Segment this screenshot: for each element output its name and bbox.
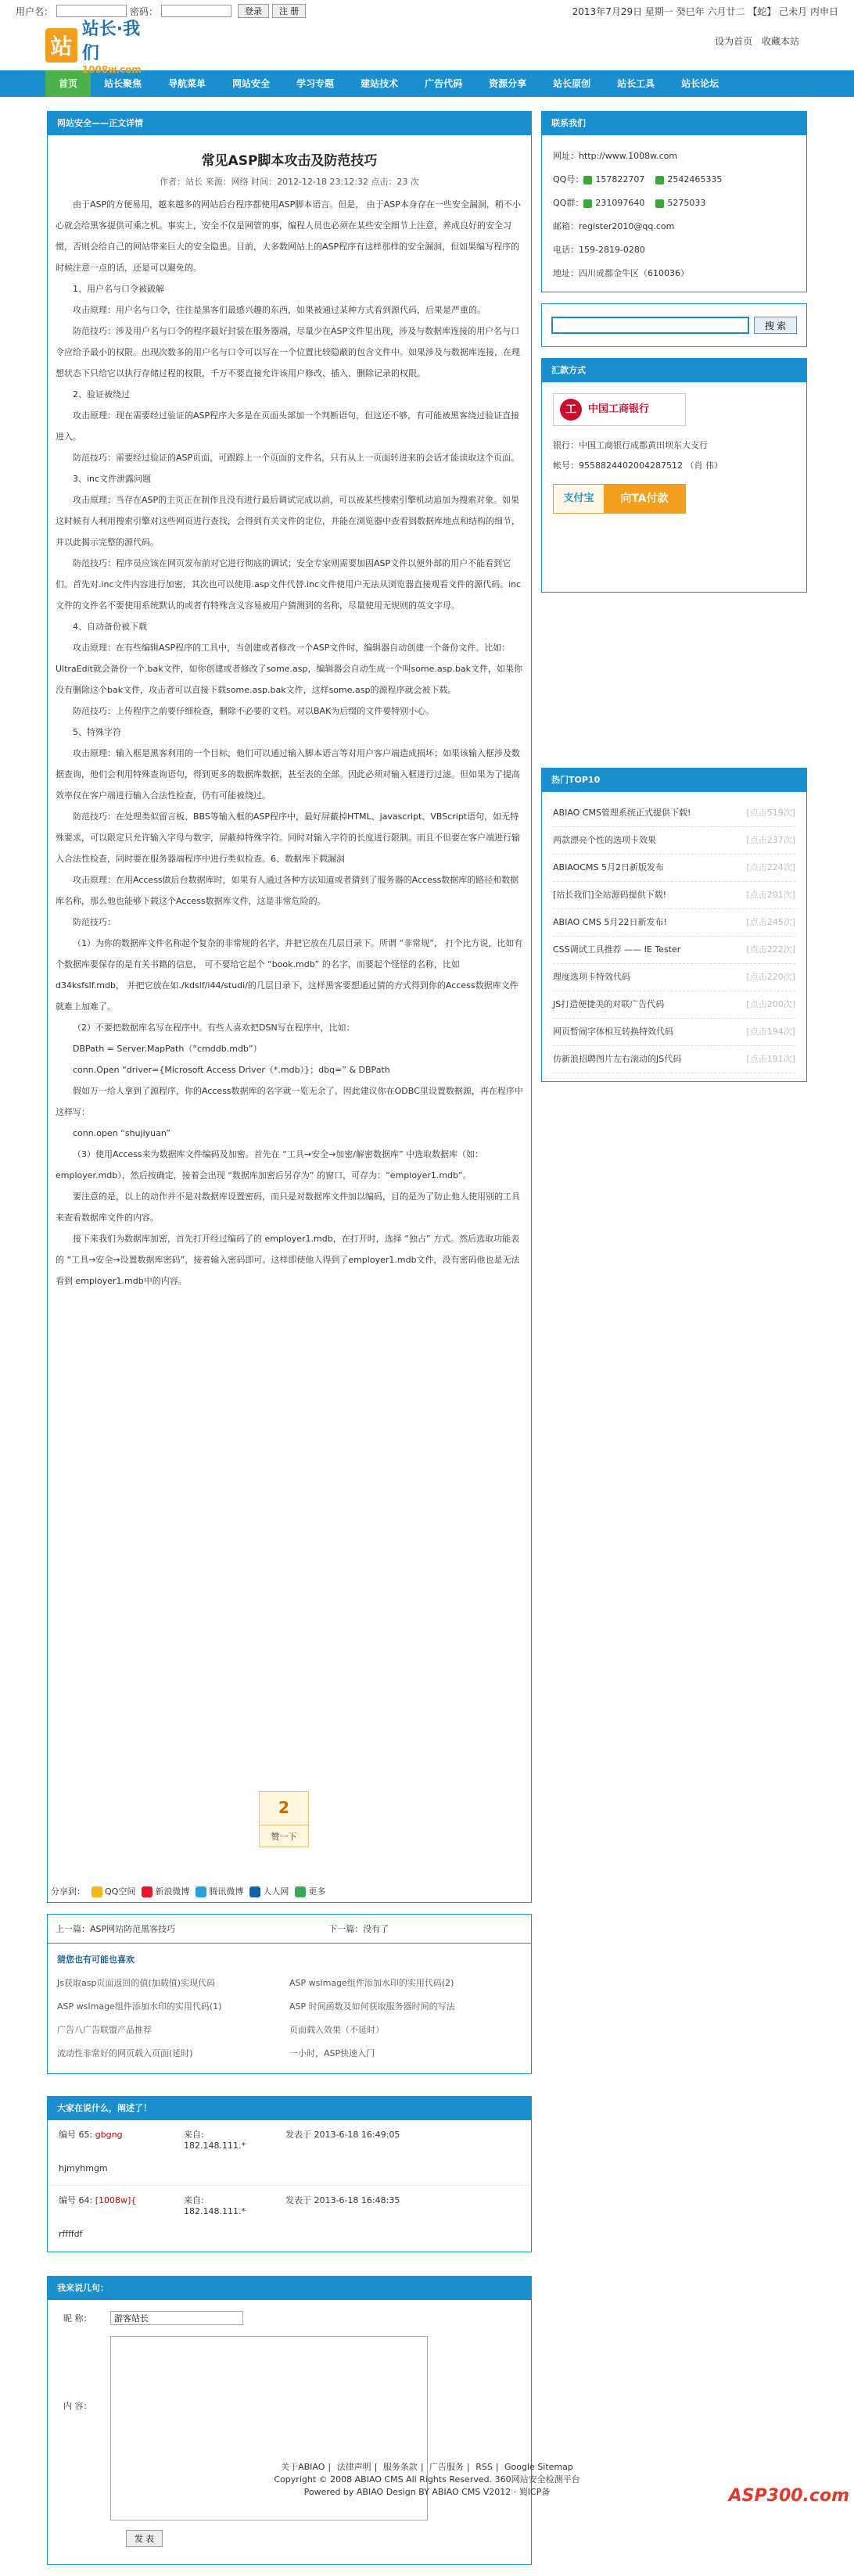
content-label: 内 容：	[63, 2401, 92, 2411]
share-qzone[interactable]: QQ空间	[92, 1885, 135, 1897]
top10-item[interactable]: ABIAO CMS 5月22日新发布! [点击245次]	[553, 909, 795, 937]
copyright: Copyright © 2008 ABIAO CMS All Rights Reserved. 360网站安全检测平台	[274, 2474, 580, 2485]
username-label: 用户名：	[16, 5, 54, 17]
powered-by: Powered by ABIAO Design BY ABIAO CMS V2012 · 蜀ICP备	[303, 2487, 551, 2497]
top10-item[interactable]: JS打造便捷美的对联广告代码 [点击200次]	[553, 991, 795, 1019]
article-paragraph: 1、用户名与口令被破解	[73, 284, 164, 294]
prev-article-link[interactable]: 上一篇：ASP网站防范黑客技巧	[56, 1924, 176, 1934]
icbc-icon: 工	[560, 399, 582, 421]
article-title: 常见ASP脚本攻击及防范技巧	[201, 153, 378, 169]
article-paragraph: conn.Open “driver={Microsoft Access Driver（*.mdb）}；dbq=” & DBPath	[73, 1065, 390, 1075]
top10-item[interactable]: 仿新浪招聘图片左右滚动的JS代码 [点击191次]	[553, 1046, 795, 1073]
share-renren[interactable]: 人人网	[249, 1885, 289, 1897]
share-more[interactable]: 更多	[295, 1885, 325, 1897]
related-item[interactable]: Js获取asp页面返回的值(加载值)实现代码	[57, 1978, 216, 1988]
related-item[interactable]: ASP 时间函数及如何获取服务器时间的写法	[289, 2001, 455, 2012]
nav-item[interactable]: 站长工具	[617, 78, 655, 89]
related-item[interactable]: ASP wsImage组件添加水印的实用代码(1)	[57, 2001, 222, 2012]
site-logo[interactable]	[45, 20, 152, 75]
article-paragraph: 接下来我们为数据库加密，首先打开经过编码了的 employer1.mdb，在打开时，选择 “独占” 方式。然后选取功能表的 “工具→安全→设置数据库密码”，接着输入密码即可。这样即使他人得到了employer1.mdb文件，没有密码他也是无法看到 employer1.mdb中的内容。	[56, 1234, 520, 1286]
comment-time: 发表于 2013-6-18 16:49:05	[285, 2130, 400, 2140]
bookmark-link[interactable]: 收藏本站	[761, 36, 799, 47]
article-paragraph: 2、验证被绕过	[73, 389, 130, 399]
article-paragraph: 3、inc文件泄露问题	[73, 474, 152, 484]
logo-domain: 1008w.com	[81, 64, 142, 75]
nav-item[interactable]: 站长原创	[553, 78, 591, 89]
top10-item[interactable]: ABIAOCMS 5月2日新版发布 [点击224次]	[553, 854, 795, 882]
comment-form-box	[47, 2276, 532, 2565]
related-item[interactable]: 页面载入效果（不延时）	[289, 2025, 384, 2035]
article-paragraph: conn.open “shujiyuan”	[73, 1128, 170, 1138]
header-links	[709, 34, 799, 48]
contact-qq-row: QQ号： 157822707 2542465335	[553, 174, 723, 185]
article-paragraph: 假如万一给人拿到了源程序，你的Access数据库的名字就一览无余了。因此建议你在ODBC里设置数据源，再在程序中这样写：	[56, 1086, 523, 1117]
footer-link[interactable]: 法律声明	[336, 2462, 371, 2472]
article-paragraph: 攻击原理：输入框是黑客利用的一个目标，他们可以通过输入脚本语言等对用户客户端造成损坏；如果该输入框涉及数据查询，他们会利用特殊查询语句，得到更多的数据库数据，甚至表的全部。因此必须对输入框进行过滤。但如果为了提高效率仅在客户端进行输入合法性检查，仍有可能被绕过。	[56, 748, 520, 801]
article-paragraph: （3）使用Access来为数据库文件编码及加密。首先在 “工具→安全→加密/解密数据库” 中选取数据库（如：employer.mdb），然后按确定，接着会出现 “数据库加密后另存为” 的窗口，可存为：“employer1.mdb”。	[56, 1149, 484, 1181]
comment-time: 发表于 2013-6-18 16:48:35	[285, 2195, 400, 2205]
bank-account: 帐号：9558824402004287512 （肖 伟）	[553, 460, 723, 471]
asp300-watermark: ASP300.com	[728, 2486, 849, 2506]
share-tweibo[interactable]: 腾讯微博	[196, 1885, 243, 1897]
article-paragraph: 防范技巧：程序员应该在网页发布前对它进行彻底的调试；安全专家则需要加固ASP文件以便外部的用户不能看到它们。首先对.inc文件内容进行加密，其次也可以使用.asp文件代替.inc文件使用户无法从浏览器直接观看文件的源代码。inc文件的文件名不要使用系统默认的或者有特殊含义容易被用户猜测到的名称，尽量使用无规则的英文字母。	[56, 558, 522, 611]
nav-item[interactable]: 站长聚焦	[104, 78, 142, 89]
article-box	[47, 111, 532, 1903]
contact-address: 地址：四川成都金牛区（610036）	[553, 268, 689, 278]
top10-box	[541, 768, 807, 1082]
qq-icon	[583, 199, 592, 208]
qq-icon	[583, 176, 592, 185]
qq-number[interactable]: 157822707	[595, 174, 645, 185]
share-weibo[interactable]: 新浪微博	[142, 1885, 189, 1897]
login-button[interactable]: 登录	[238, 4, 269, 18]
set-homepage-link[interactable]: 设为首页	[715, 36, 753, 47]
alipay-button[interactable]: 支付宝 向TA付款	[553, 484, 686, 514]
nav-item[interactable]: 导航菜单	[168, 78, 206, 89]
comment-ip: 182.148.111.*	[184, 2206, 246, 2216]
article-body	[48, 188, 531, 1292]
nav-item[interactable]: 建站技术	[361, 78, 399, 89]
tencent-weibo-icon	[196, 1886, 206, 1897]
article-paragraph: 攻击原理：在有些编辑ASP程序的工具中，当创建或者修改一个ASP文件时，编辑器自动创建一个备份文件。比如：UltraEdit就会备份一个.bak文件，如你创建或者修改了some.asp，编辑器会自动生成一个叫some.asp.bak文件，如果你没有删除这个bak文件，攻击者可以直接下载some.asp.bak文件，这样some.asp的源程序就会被下载。	[56, 643, 522, 695]
related-title: 猜您也有可能也喜欢	[57, 1954, 135, 1965]
article-paragraph: 要注意的是，以上的动作并不是对数据库设置密码，而只是对数据库文件加以编码，目的是为了防止他人使用别的工具来查看数据库文件的内容。	[56, 1191, 520, 1223]
digg-count: 2	[278, 1798, 289, 1817]
article-paragraph: 4、自动备份被下载	[73, 622, 147, 632]
nav-item-home[interactable]: 首页	[45, 70, 91, 97]
comments-box	[47, 2096, 532, 2252]
password-input[interactable]	[161, 5, 231, 17]
nickname-input[interactable]	[110, 2311, 243, 2325]
prev-next	[47, 1914, 532, 1944]
qq-group[interactable]: 231097640	[595, 198, 645, 208]
icbc-logo: 工 中国工商银行	[553, 393, 686, 426]
article-paragraph: 攻击原理：当存在ASP的主页正在制作且没有进行最后调试完成以前，可以被某些搜索引擎机动追加为搜索对象。如果这时候有人利用搜索引擎对这些网页进行查找，会得到有关文件的定位，并能在浏览器中查看到数据库地点和结构的细节，并以此揭示完整的源代码。	[56, 495, 520, 547]
header	[0, 20, 854, 75]
renren-icon	[249, 1886, 260, 1897]
comments-title: 大家在说什么，阐述了！	[48, 2097, 531, 2120]
contact-qqgroup-row: QQ群： 231097640 5275033	[553, 198, 706, 208]
article-paragraph: 由于ASP的方便易用，越来越多的网站后台程序都使用ASP脚本语言。但是， 由于ASP本身存在一些安全漏洞，稍不小心就会给黑客提供可乘之机。事实上，安全不仅是网管的事，编程人员也必须在某些安全细节上注意，养成良好的安全习惯，否则会给自己的网站带来巨大的安全隐患。目前，大多数网站上的ASP程序有这样那样的安全漏洞，但如果编写程序的时候注意一点的话，还是可以避免的。	[56, 199, 521, 273]
related-item[interactable]: 一小时，ASP快速入门	[289, 2048, 375, 2058]
footer-link[interactable]: 服务条款	[382, 2462, 418, 2472]
article-paragraph: 防范技巧：上传程序之前要仔细检查，删除不必要的文档。对以BAK为后缀的文件要特别小心。	[73, 706, 435, 716]
top10-item[interactable]: 理度选项卡特效代码 [点击220次]	[553, 964, 795, 991]
top10-title: 热门TOP10	[542, 769, 806, 792]
share-bar	[51, 1885, 332, 1897]
bank-branch: 银行：中国工商银行成都黄田坝东大支行	[553, 440, 708, 450]
comment-ip: 182.148.111.*	[184, 2141, 246, 2151]
search-box	[541, 303, 807, 347]
article-paragraph: 攻击原理：在用Access做后台数据库时，如果有人通过各种方法知道或者猜到了服务器的Access数据库的路径和数据库名称，那么他也能够下载这个Access数据库文件，这是非常危险的。	[56, 875, 519, 906]
footer-link[interactable]: RSS	[475, 2462, 493, 2472]
article-paragraph: 防范技巧：需要经过验证的ASP页面，可跟踪上一个页面的文件名，只有从上一页面转进来的会话才能读取这个页面。	[73, 453, 520, 463]
nav-item[interactable]: 网站安全	[232, 78, 271, 89]
bank-title: 汇款方式	[542, 359, 806, 382]
register-button[interactable]: 注 册	[272, 4, 306, 18]
next-article-link[interactable]: 下一篇：没有了	[328, 1924, 389, 1934]
nav-item[interactable]: 站长论坛	[681, 78, 719, 89]
nav-item[interactable]: 广告代码	[425, 78, 463, 89]
related-item[interactable]: ASP wsImage组件添加水印的实用代码(2)	[289, 1978, 454, 1988]
top10-item[interactable]: [站长我们]全站源码提供下载! [点击201次]	[553, 882, 795, 909]
article-paragraph: 防范技巧：涉及用户名与口令的程序最好封装在服务器端，尽量少在ASP文件里出现，涉及与数据库连接的用户名与口令应给予最小的权限。出现次数多的用户名与口令可以写在一个位置比较隐蔽的包含文件中。如果涉及与数据库连接，在理想状态下只给它以执行存储过程的权限，千万不要直接允许该用户修改、插入、删除记录的权限。	[56, 326, 520, 378]
qq-icon	[655, 176, 664, 185]
top10-item[interactable]: CSS调试工具推荐 —— IE Tester [点击222次]	[553, 937, 795, 964]
comment-form-title: 我来说几句：	[48, 2277, 531, 2300]
digg-button[interactable]	[259, 1791, 309, 1847]
comment-text: hjmyhmgm	[59, 2163, 108, 2173]
comment-text: rffffdf	[59, 2229, 83, 2239]
footer-link[interactable]: Google Sitemap	[504, 2462, 573, 2472]
article-paragraph: 攻击原理：用户名与口令，往往是黑客们最感兴趣的东西，如果被通过某种方式看到源代码，后果是严重的。	[73, 305, 486, 315]
related-item[interactable]: 广告八广告联盟产品推荐	[57, 2025, 152, 2035]
article-paragraph: （2）不要把数据库名写在程序中。有些人喜欢把DSN写在程序中，比如：	[73, 1023, 355, 1033]
article-paragraph: 防范技巧：在处理类似留言板、BBS等输入框的ASP程序中，最好屏蔽掉HTML、javascript、VBScript语句，如无特殊要求，可以限定只允许输入字母与数字，屏蔽掉特殊字符。同时对输入字符的长度进行限制。而且不但要在客户端进行输入合法性检查，同时要在服务器端程序中进行类似检查。6、数据库下载漏洞	[56, 811, 520, 864]
footer-link[interactable]: 广告服务	[429, 2462, 465, 2472]
article-meta: 作者：站长 来源：网络 时间：2012-12-18 23:12:32 点击：23 次	[160, 177, 419, 187]
article-paragraph: 5、特殊字符	[73, 727, 121, 737]
article-paragraph: 攻击原理：现在需要经过验证的ASP程序大多是在页面头部加一个判断语句，但这还不够，有可能被黑客绕过验证直接进入。	[56, 410, 520, 442]
article-paragraph: 防范技巧：	[73, 917, 116, 927]
article-paragraph: DBPath = Server.MapPath（“cmddb.mdb”）	[73, 1044, 262, 1054]
breadcrumb: 网站安全——正文详情	[48, 112, 531, 135]
bank-box	[541, 358, 807, 593]
comment-user: [1008w]{	[95, 2195, 137, 2205]
qq-number[interactable]: 2542465335	[667, 174, 723, 185]
contact-email: 邮箱：register2010@qq.com	[553, 221, 675, 231]
footer-link[interactable]: 关于ABIAO	[281, 2462, 325, 2472]
comment-user: gbgng	[95, 2130, 123, 2140]
footer: 关于ABIAO | 法律声明 | 服务条款 | 广告服务 | RSS | Google Sitemap Copyright © 2008 ABIAO CMS All Rights Reserved. 360网站安全检测平台 Powered by ABIAO Design BY ABIAO CMS V2012 · 蜀ICP备	[0, 2461, 854, 2499]
comment-item: 编号 65: gbgng 来自: 182.148.111.* 发表于 2013-6-18 16:49:05 hjmyhmgm	[48, 2120, 531, 2186]
qq-group[interactable]: 5275033	[667, 198, 706, 208]
logo-icon: 站	[45, 28, 77, 63]
contact-box	[541, 111, 807, 292]
contact-phone: 电话：159-2819-0280	[553, 245, 645, 255]
nav-item[interactable]: 学习专题	[296, 78, 335, 89]
weibo-icon	[142, 1886, 152, 1897]
comment-item: 编号 64: [1008w]{ 来自: 182.148.111.* 发表于 2013-6-18 16:48:35 rffffdf	[48, 2186, 531, 2252]
date-text: 2013年7月29日 星期一 癸巳年 六月廿二 【蛇】 己未月 丙申日	[572, 5, 838, 17]
top10-item[interactable]: 两款漂亮个性的选项卡效果 [点击237次]	[553, 827, 795, 854]
alipay-icon: 支付宝	[554, 485, 604, 513]
nav-item[interactable]: 资源分享	[489, 78, 527, 89]
related-articles	[47, 1944, 532, 2074]
password-label: 密码：	[130, 5, 159, 17]
digg-label: 赞一下	[260, 1825, 308, 1843]
qzone-icon	[92, 1886, 102, 1897]
top10-item[interactable]: ABIAO CMS管理系统正式提供下载! [点击519次]	[553, 800, 795, 827]
article-paragraph: （1）为你的数据库文件名称起个复杂的非常规的名字，并把它放在几层目录下。所谓 “非常规”， 打个比方说，比如有个数据库要保存的是有关书籍的信息， 可不要给它起个 “book.mdb” 的名字，而要起个怪怪的名称，比如d34ksfslf.mdb， 并把它放在如./kdslf/i44/studi/的几层目录下，这样黑客要想通过猜的方式得到你的Access数据库文件就难上加难了。	[56, 938, 523, 1012]
share-label: 分享到：	[51, 1886, 85, 1897]
more-icon	[295, 1886, 306, 1897]
top10-item[interactable]: 网页暂闹字体相互转换特效代码 [点击194次]	[553, 1019, 795, 1046]
related-item[interactable]: 流动性非常好的网页载入页面(延时)	[57, 2048, 193, 2058]
search-button[interactable]: 搜 索	[754, 317, 797, 334]
qq-icon	[655, 199, 664, 208]
contact-site: 网址：http://www.1008w.com	[553, 151, 678, 161]
search-input[interactable]	[551, 317, 749, 334]
logo-title: 站长·我们	[81, 20, 141, 63]
submit-comment-button[interactable]: 发 表	[126, 2530, 163, 2547]
contact-title: 联系我们	[542, 112, 806, 135]
nickname-label: 昵 称：	[63, 2313, 92, 2323]
